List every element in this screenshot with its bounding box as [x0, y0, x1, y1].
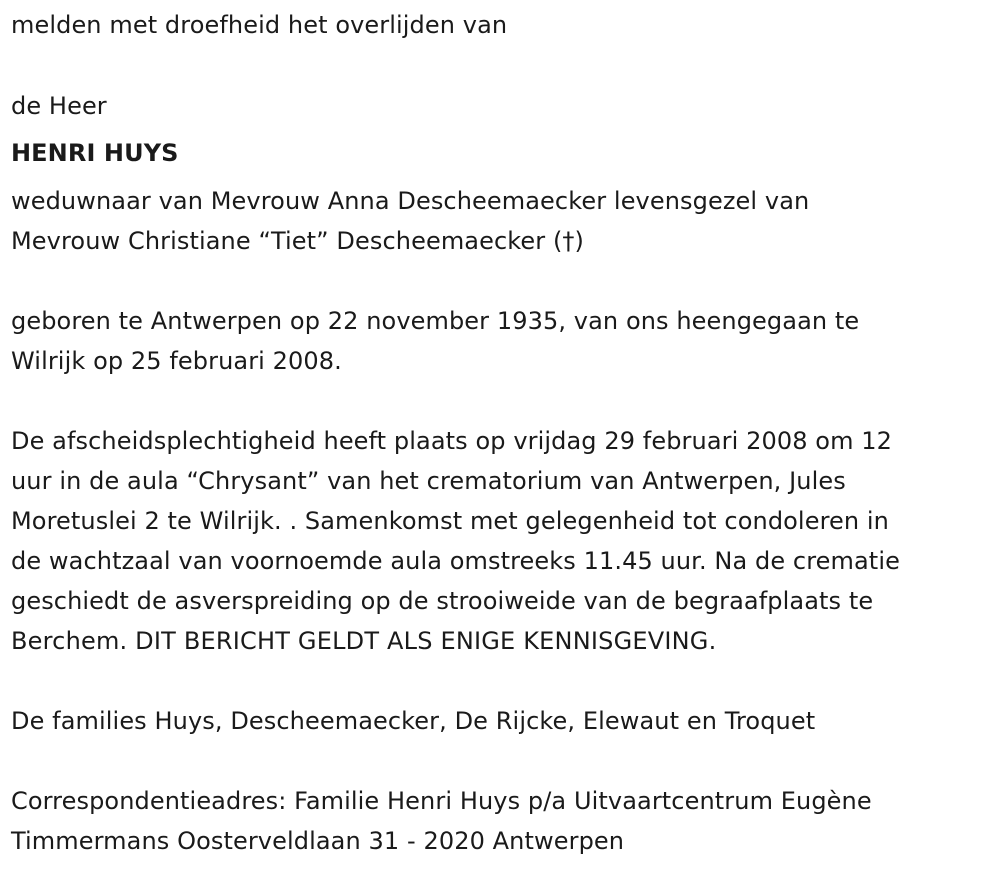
ceremony-line-4: de wachtzaal van voornoemde aula omstreeks 11.45 uur. Na de crematie: [11, 547, 900, 575]
deceased-name: HENRI HUYS: [11, 139, 179, 167]
title-text: de Heer: [11, 92, 107, 120]
ceremony-line-1: De afscheidsplechtigheid heeft plaats op vrijdag 29 februari 2008 om 12: [11, 427, 893, 455]
birth-line-2: Wilrijk op 25 februari 2008.: [11, 347, 342, 375]
ceremony-line-5: geschiedt de asverspreiding op de strooiweide van de begraafplaats te: [11, 587, 874, 615]
intro-text: melden met droefheid het overlijden van: [11, 11, 508, 39]
families-text: De families Huys, Descheemaecker, De Rijcke, Elewaut en Troquet: [11, 707, 816, 735]
address-line-1: Correspondentieadres: Familie Henri Huys p/a Uitvaartcentrum Eugène: [11, 787, 872, 815]
ceremony-line-3: Moretuslei 2 te Wilrijk. . Samenkomst met gelegenheid tot condoleren in: [11, 507, 889, 535]
birth-line-1: geboren te Antwerpen op 22 november 1935, van ons heengegaan te: [11, 307, 860, 335]
address-line-2: Timmermans Oosterveldlaan 31 - 2020 Antwerpen: [11, 827, 625, 855]
relation-line-2: Mevrouw Christiane “Tiet” Descheemaecker (†): [11, 227, 584, 255]
ceremony-line-2: uur in de aula “Chrysant” van het crematorium van Antwerpen, Jules: [11, 467, 846, 495]
relation-line-1: weduwnaar van Mevrouw Anna Descheemaecker levensgezel van: [11, 187, 810, 215]
ceremony-line-6: Berchem. DIT BERICHT GELDT ALS ENIGE KENNISGEVING.: [11, 627, 717, 655]
